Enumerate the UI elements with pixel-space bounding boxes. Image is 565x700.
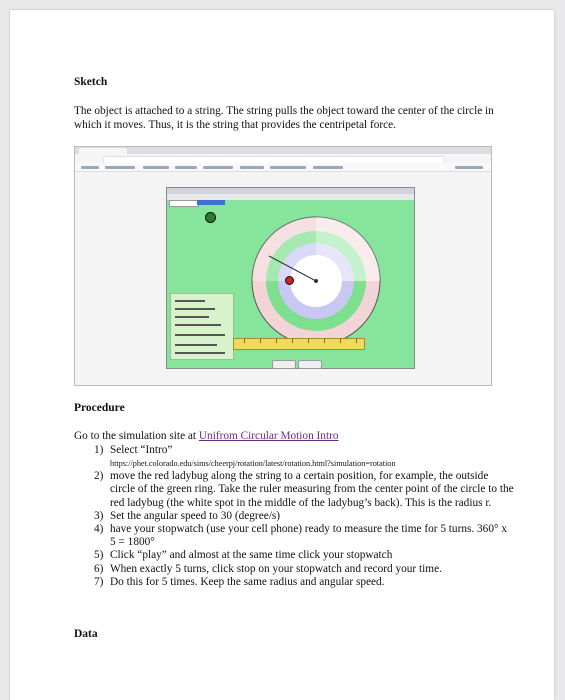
step-5: 5) Click “play” and almost at the same time click your stopwatch [94,549,393,562]
simulation-screenshot [74,146,492,386]
play-button [272,360,296,369]
beetle-icon [205,212,216,223]
simulation-window [166,187,415,369]
procedure-heading: Procedure [74,402,125,414]
ruler [233,338,365,350]
step-2: 2) move the red ladybug along the string to a certain position, for example, the outside circle of the green ring. Take the ruler measuring from the center point of the circle to the red ladybug (the white spot in the middle of the ladybug’s back). This is the radius r. [94,470,514,509]
step-6: 6) When exactly 5 turns, click stop on your stopwatch and record your time. [94,562,442,575]
ladybug-icon [285,276,294,285]
browser-address-bar [75,154,491,163]
step-1: 1) Select “Intro” [94,444,173,456]
step-button [298,360,322,369]
sketch-text: The object is attached to a string. The string pulls the object toward the center of the circle in which it moves. Thus, it is the string that provides the centripetal force. [74,105,494,131]
turntable [251,216,381,346]
playback-controls [272,360,322,367]
control-panel [170,293,234,360]
simulation-url: https://phet.colorado.edu/sims/cheerpj/rotation/latest/rotation.html?simulation=rotation [110,459,396,469]
procedure-intro-text: Go to the simulation site at [74,430,199,442]
step-4: 4) have your stopwatch (use your cell phone) ready to measure the time for 5 turns. 360° x 5 = 1800° [94,523,507,549]
browser-tab-strip [75,147,491,154]
sketch-heading: Sketch [74,76,108,88]
document-page [10,10,554,700]
browser-bookmarks-bar [75,163,491,172]
data-heading: Data [74,628,98,640]
procedure-intro [74,430,339,442]
simulation-link[interactable]: Unifrom Circular Motion Intro [198,430,339,442]
procedure-steps [94,444,514,589]
step-3: 3) Set the angular speed to 30 (degree/s) [94,509,281,522]
step-7: 7) Do this for 5 times. Keep the same radius and angular speed. [94,575,385,588]
